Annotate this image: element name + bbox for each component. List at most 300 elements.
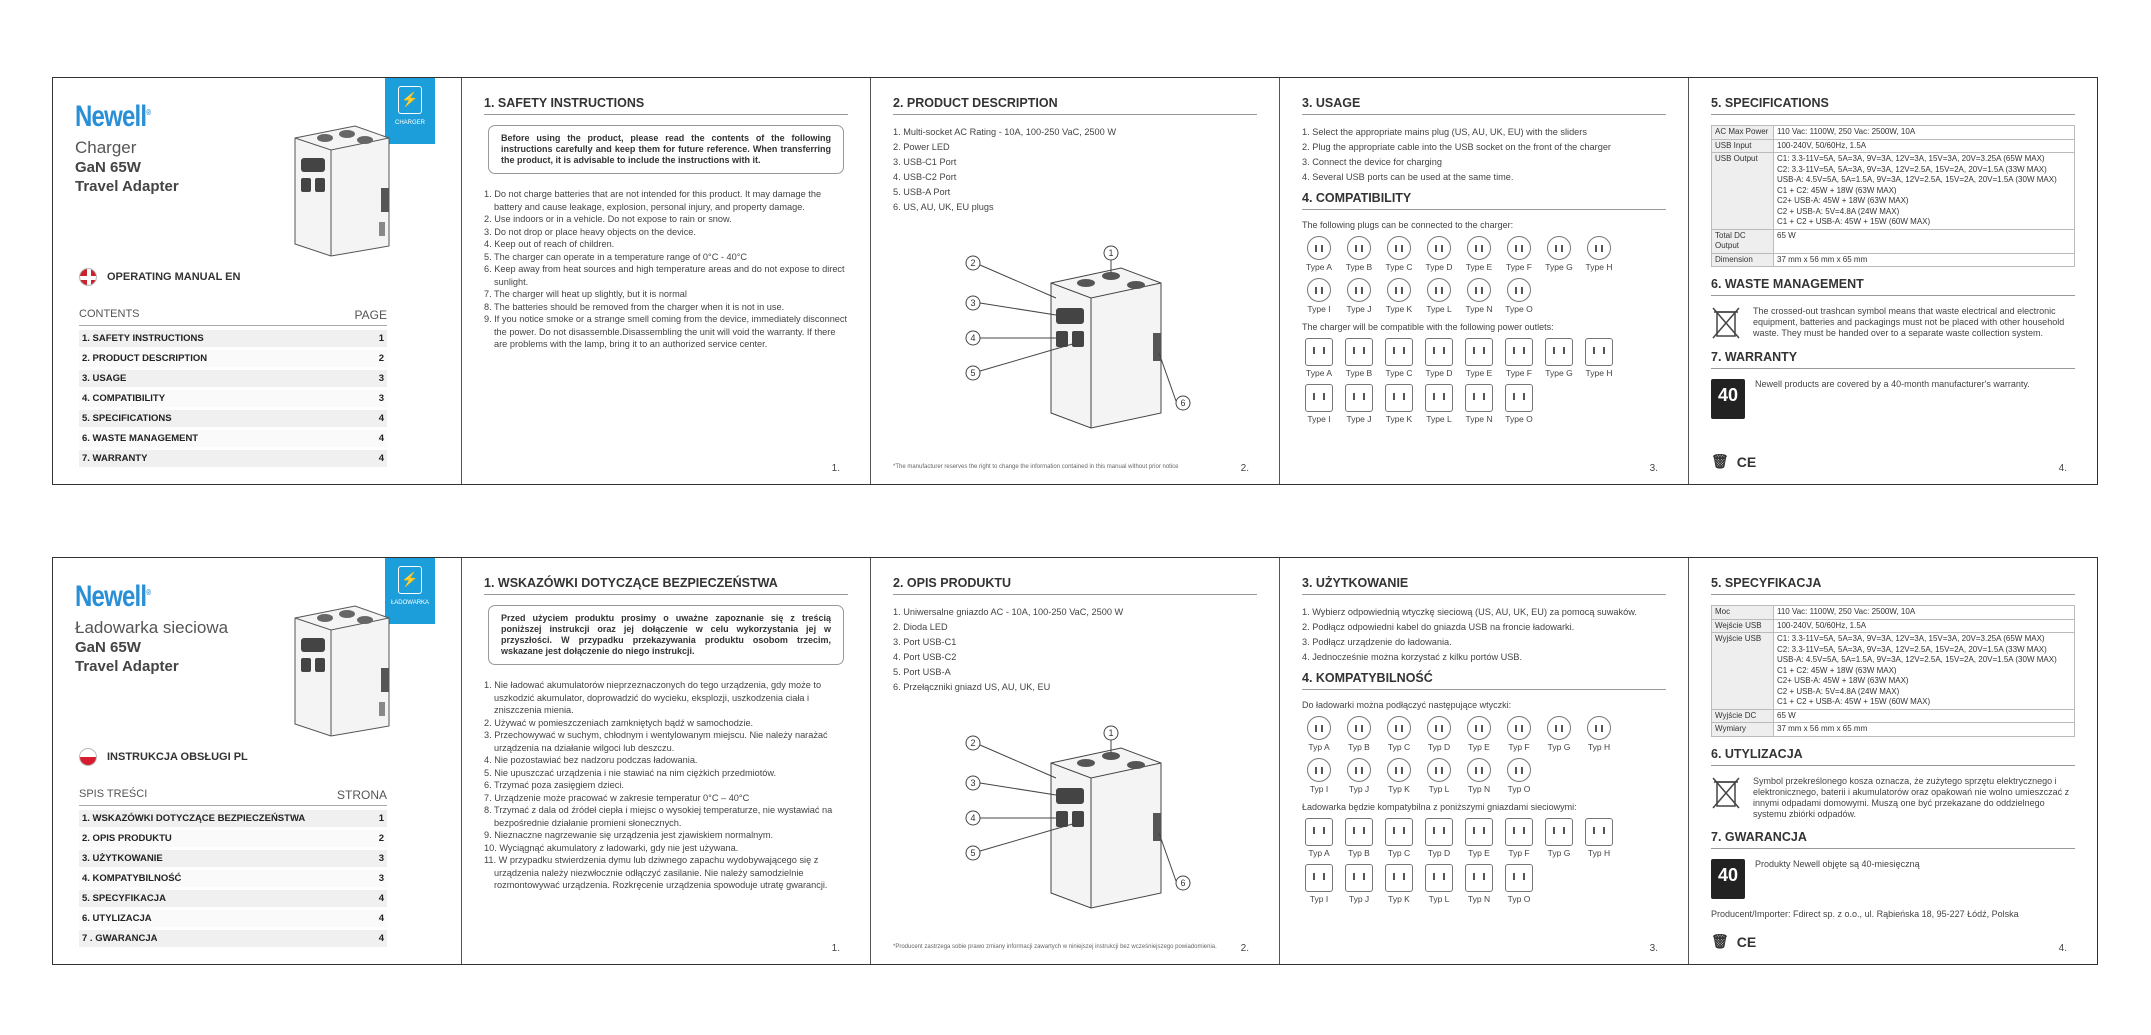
list-item: 9. Nieznaczne nagrzewanie się urządzenia jest zjawiskiem normalnym.	[484, 830, 774, 840]
bin-icon: 🗑	[1711, 453, 1729, 469]
plug-label: Type A	[1306, 262, 1332, 272]
plug-label: Typ G	[1547, 742, 1571, 752]
tab-label: CHARGER	[394, 120, 425, 126]
list-item: 3. Port USB-C1	[893, 637, 957, 647]
plug-type	[1302, 758, 1336, 794]
plug-label: Type N	[1465, 304, 1493, 314]
plug-type	[1582, 338, 1616, 378]
spec-value: 100-240V, 50/60Hz, 1.5A	[1774, 619, 2075, 633]
plug-row	[1302, 338, 1666, 378]
plug-type	[1422, 818, 1456, 858]
plug-type	[1382, 716, 1416, 752]
ce-mark-icon: CE	[1736, 933, 1757, 950]
plug-type	[1462, 278, 1496, 314]
plug-label: Typ C	[1387, 848, 1411, 858]
spec-value: 65 W	[1774, 709, 2075, 723]
plug-icon	[1547, 236, 1571, 260]
outlet-icon	[1305, 864, 1333, 892]
spec-row	[1712, 619, 2075, 633]
toc-row[interactable]	[79, 830, 387, 847]
panel-cover	[53, 78, 462, 484]
plug-type	[1502, 338, 1536, 378]
list-item: 4. Port USB-C2	[893, 652, 957, 662]
plug-label: Typ L	[1428, 894, 1450, 904]
svg-text:6: 6	[1180, 398, 1186, 408]
svg-text:4: 4	[970, 813, 976, 823]
svg-text:5: 5	[970, 368, 976, 378]
panel-usage	[1280, 558, 1689, 964]
plug-type	[1342, 818, 1376, 858]
plug-label: Type J	[1346, 414, 1372, 424]
plug-label: Type C	[1385, 262, 1413, 272]
list-item: 3. Podłącz urządzenie do ładowania.	[1302, 637, 1452, 647]
toc-item-page: 3	[378, 393, 384, 404]
charger-icon: ⚡	[398, 566, 422, 594]
plug-type	[1582, 818, 1616, 858]
plug-icon	[1347, 716, 1371, 740]
section-title: 5. SPECIFICATIONS	[1711, 96, 2075, 115]
page-number: 2.	[1240, 463, 1249, 474]
plug-type	[1342, 278, 1376, 314]
toc-item-page: 3	[378, 853, 384, 864]
toc-item-page: 4	[378, 893, 384, 904]
section-title: 1. SAFETY INSTRUCTIONS	[484, 96, 848, 115]
spec-label: Moc	[1712, 606, 1774, 620]
producer-text: Producent/Importer: Fdirect sp. z o.o., ul. Rąbieńska 18, 95-227 Łódź, Polska	[1711, 908, 2019, 919]
plug-type	[1302, 864, 1336, 904]
toc-item-label: 7 . GWARANCJA	[82, 933, 158, 944]
plug-type	[1462, 236, 1496, 272]
toc-item-label: 2. PRODUCT DESCRIPTION	[82, 353, 208, 364]
list-item: 1. Do not charge batteries that are not intended for this product. It may damage the battery and cause leakage, explosion, personal injury, and property damage.	[484, 189, 822, 212]
plug-label: Type L	[1426, 414, 1452, 424]
svg-text:1: 1	[1108, 728, 1114, 738]
plug-label: Typ O	[1507, 784, 1531, 794]
outlet-icon	[1305, 818, 1333, 846]
list-item: 5. The charger can operate in a temperature range of 0°C - 40°C	[484, 251, 748, 262]
plug-label: Type E	[1465, 262, 1493, 272]
plug-icon	[1427, 236, 1451, 260]
list-item: 3. Do not drop or place heavy objects on the device.	[484, 226, 696, 237]
toc-row[interactable]	[79, 910, 387, 927]
flag-icon	[79, 268, 97, 286]
plug-type	[1582, 236, 1616, 272]
page-number: 3.	[1649, 943, 1658, 954]
waste-text: Symbol przekreślonego kosza oznacza, że zużytego sprzętu elektrycznego i elektronicznego, baterii i akumulatorów oraz opakowań nie wolno umieszczać z innymi odpadami domowymi. Muszą one być przekazane do oddzielnego systemu zbiórki odpadów.	[1753, 775, 2070, 819]
outlet-icon	[1385, 384, 1413, 412]
plug-label: Typ O	[1507, 894, 1531, 904]
list-item: 2. Dioda LED	[893, 622, 948, 632]
cover-subtitle-2: Travel Adapter	[75, 658, 179, 675]
panel-description	[871, 558, 1280, 964]
cover-subtitle-2: Travel Adapter	[75, 178, 179, 195]
panel-specifications	[1689, 78, 2097, 484]
spec-label: AC Max Power	[1712, 126, 1774, 140]
section-title: 6. WASTE MANAGEMENT	[1711, 277, 2075, 296]
outlet-icon	[1545, 818, 1573, 846]
ce-marks	[1711, 933, 1756, 950]
plug-label: Type A	[1306, 368, 1332, 378]
toc-item-page: 1	[378, 813, 384, 824]
plug-label: Typ H	[1587, 848, 1611, 858]
list-item: 8. Trzymać z dala od źródeł ciepła i miejsc o wysokiej temperaturze, nie wystawiać na bezpośrednie działanie promieni słonecznych.	[484, 805, 833, 828]
spec-row	[1712, 709, 2075, 723]
plug-type	[1302, 236, 1336, 272]
plug-type	[1462, 384, 1496, 424]
toc-row[interactable]	[79, 330, 387, 347]
plug-label: Typ F	[1508, 848, 1530, 858]
table-of-contents	[79, 788, 387, 950]
spec-value: 37 mm x 56 mm x 65 mm	[1774, 253, 2075, 267]
plug-icon	[1347, 758, 1371, 782]
outlet-icon	[1425, 338, 1453, 366]
plug-label: Type J	[1346, 304, 1372, 314]
plug-type	[1302, 818, 1336, 858]
spec-label: Wymiary	[1712, 723, 1774, 737]
plug-label: Typ J	[1348, 784, 1370, 794]
list-item: 7. Urządzenie może pracować w zakresie temperatur 0°C – 40°C	[484, 792, 750, 803]
plug-label: Typ L	[1428, 784, 1450, 794]
svg-text:5: 5	[970, 848, 976, 858]
section-title: 4. COMPATIBILITY	[1302, 191, 1666, 210]
plug-row	[1302, 758, 1666, 794]
plug-label: Typ A	[1308, 848, 1330, 858]
plug-icon	[1547, 716, 1571, 740]
panel-description	[871, 78, 1280, 484]
list-item: 2. Power LED	[893, 142, 950, 152]
outlet-icon	[1505, 864, 1533, 892]
svg-text:2: 2	[970, 258, 976, 268]
language-badge	[79, 268, 240, 286]
outlet-icon	[1465, 338, 1493, 366]
page-number: 3.	[1649, 463, 1658, 474]
plug-type	[1342, 864, 1376, 904]
cover-subtitle: GaN 65W	[75, 639, 141, 656]
list-item: 4. Jednocześnie można korzystać z kilku portów USB.	[1302, 652, 1523, 662]
spec-row	[1712, 229, 2075, 253]
plug-icon	[1307, 758, 1331, 782]
language-label: INSTRUKCJA OBSŁUGI PL	[107, 751, 248, 763]
plug-label: Type K	[1385, 414, 1413, 424]
plug-label: Type N	[1465, 414, 1493, 424]
spec-row	[1712, 253, 2075, 267]
section-title: 6. UTYLIZACJA	[1711, 747, 2075, 766]
table-of-contents	[79, 308, 387, 470]
plug-label: Typ N	[1467, 894, 1491, 904]
plug-type	[1542, 716, 1576, 752]
ce-marks	[1711, 453, 1756, 470]
plug-icon	[1347, 236, 1371, 260]
spec-row	[1712, 606, 2075, 620]
outlet-icon	[1345, 338, 1373, 366]
device-illustration	[285, 118, 393, 258]
plug-icon	[1427, 716, 1451, 740]
outlet-icon	[1385, 338, 1413, 366]
plug-label: Type F	[1506, 368, 1532, 378]
plug-type	[1462, 864, 1496, 904]
plug-type	[1302, 338, 1336, 378]
spec-value: 37 mm x 56 mm x 65 mm	[1774, 723, 2075, 737]
description-list	[893, 125, 1257, 215]
plug-icon	[1427, 278, 1451, 302]
plug-row	[1302, 278, 1666, 314]
plug-label: Typ D	[1427, 848, 1451, 858]
plug-type	[1462, 818, 1496, 858]
plug-label: Typ E	[1468, 742, 1490, 752]
section-title: 3. UŻYTKOWANIE	[1302, 576, 1666, 595]
cover-title: Charger	[75, 138, 137, 157]
spec-label: USB Output	[1712, 153, 1774, 230]
plug-row	[1302, 384, 1666, 424]
plug-label: Type G	[1545, 368, 1573, 378]
spec-value: 110 Vac: 1100W, 250 Vac: 2500W, 10A	[1774, 606, 2075, 620]
ce-mark-icon: CE	[1736, 453, 1757, 470]
svg-text:4: 4	[970, 333, 976, 343]
list-item: 8. The batteries should be removed from the charger when it is not in use.	[484, 301, 785, 312]
plug-icon	[1387, 236, 1411, 260]
language-label: OPERATING MANUAL EN	[107, 271, 241, 283]
usage-list	[1302, 605, 1666, 665]
outlet-icon	[1345, 864, 1373, 892]
crossed-bin-icon	[1711, 306, 1741, 340]
outlet-icon	[1345, 818, 1373, 846]
toc-row[interactable]	[79, 810, 387, 827]
plug-type	[1342, 384, 1376, 424]
plug-label: Typ B	[1348, 742, 1370, 752]
plug-label: Type B	[1345, 368, 1373, 378]
plug-type	[1342, 236, 1376, 272]
waste-text: The crossed-out trashcan symbol means that waste electrical and electronic equipment, batteries and packagings must not be placed with other household waste. They must be handed over to a separate waste collection system.	[1753, 306, 2065, 338]
toc-row[interactable]	[79, 390, 387, 407]
toc-item-label: 6. WASTE MANAGEMENT	[82, 433, 199, 444]
plug-type	[1502, 236, 1536, 272]
plug-label: Typ C	[1387, 742, 1411, 752]
compat-text: Do ładowarki można podłączyć następujące wtyczki:	[1302, 700, 1512, 710]
plug-label: Typ F	[1508, 742, 1530, 752]
plug-type	[1502, 384, 1536, 424]
toc-item-label: 3. UŻYTKOWANIE	[82, 853, 163, 864]
language-badge	[79, 748, 248, 766]
plug-type	[1302, 384, 1336, 424]
panel-cover	[53, 558, 462, 964]
section-title: 7. GWARANCJA	[1711, 830, 2075, 849]
plug-type	[1542, 818, 1576, 858]
plug-icon	[1467, 716, 1491, 740]
toc-header-label: SPIS TREŚCI	[79, 788, 148, 800]
list-item: 2. Podłącz odpowiedni kabel do gniazda USB na froncie ładowarki.	[1302, 622, 1575, 632]
crossed-bin-icon	[1711, 776, 1741, 810]
spec-table	[1711, 125, 2075, 267]
plug-row	[1302, 716, 1666, 752]
safety-list	[484, 679, 848, 892]
toc-row[interactable]	[79, 370, 387, 387]
brand-logo: Newell®	[75, 100, 151, 133]
plug-type	[1462, 716, 1496, 752]
toc-row[interactable]	[79, 410, 387, 427]
plug-icon	[1307, 716, 1331, 740]
list-item: 6. Trzymać poza zasięgiem dzieci.	[484, 780, 624, 790]
spec-label: Wyjście DC	[1712, 709, 1774, 723]
svg-text:3: 3	[970, 778, 976, 788]
plug-type	[1502, 278, 1536, 314]
list-item: 6. Przełączniki gniazd US, AU, UK, EU	[893, 682, 1051, 692]
spec-value: C1: 3.3-11V=5A, 5A=3A, 9V=3A, 12V=3A, 15V=3A, 20V=3.25A (65W MAX) C2: 3.3-11V=5A, 5A=3A, 9V=3A, 12V=2.5A, 15V=2A, 20V=1.5A (33W MAX) USB-A: 4.5V=5A, 5A=1.5A, 9V=3A, 12V=2.5A, 15V=2A, 20V=1.5A (30W MAX) C1 + C2: 45W + 18W (63W MAX) C2+ USB-A: 45W + 18W (63W MAX) C2 + USB-A: 5V=4.8A (24W MAX) C1 + C2 + USB-A: 45W + 15W (60W MAX)	[1774, 153, 2075, 230]
plug-icon	[1347, 278, 1371, 302]
toc-item-page: 2	[378, 833, 384, 844]
product-diagram	[961, 723, 1201, 923]
plug-icon	[1307, 278, 1331, 302]
list-item: 1. Wybierz odpowiednią wtyczkę sieciową (US, AU, UK, EU) za pomocą suwaków.	[1302, 607, 1637, 617]
warranty-text: Newell products are covered by a 40-month manufacturer's warranty.	[1755, 379, 2030, 389]
toc-row[interactable]	[79, 930, 387, 947]
outlet-icon	[1465, 818, 1493, 846]
spec-table	[1711, 605, 2075, 737]
toc-row[interactable]	[79, 890, 387, 907]
plug-type	[1422, 716, 1456, 752]
spec-row	[1712, 633, 2075, 710]
plug-icon	[1507, 236, 1531, 260]
list-item: 2. Używać w pomieszczeniach zamkniętych bądź w samochodzie.	[484, 717, 754, 728]
plug-type	[1302, 716, 1336, 752]
outlet-icon	[1505, 384, 1533, 412]
description-list	[893, 605, 1257, 695]
plug-label: Type O	[1505, 414, 1533, 424]
outlet-icon	[1585, 338, 1613, 366]
plug-icon	[1587, 716, 1611, 740]
plug-label: Type O	[1505, 304, 1533, 314]
plug-type	[1382, 338, 1416, 378]
manual-sheet-en	[52, 77, 2098, 485]
plug-icon	[1507, 278, 1531, 302]
toc-item-page: 1	[378, 333, 384, 344]
plug-type	[1342, 758, 1376, 794]
svg-text:2: 2	[970, 738, 976, 748]
plug-label: Type F	[1506, 262, 1532, 272]
cover-title: Ładowarka sieciowa	[75, 618, 229, 637]
plug-row	[1302, 818, 1666, 858]
list-item: 9. If you notice smoke or a strange smell coming from the device, immediately disconnect the power. Do not disassemble.Disassembling the unit will void the warranty. If there are problems with the lamp, bring it to an authorized service center.	[484, 314, 848, 349]
plug-type	[1462, 758, 1496, 794]
spec-label: USB Input	[1712, 139, 1774, 153]
plug-type	[1382, 278, 1416, 314]
plug-icon	[1387, 758, 1411, 782]
svg-text:1: 1	[1108, 248, 1114, 258]
plug-icon	[1387, 278, 1411, 302]
list-item: 1. Nie ładować akumulatorów nieprzeznaczonych do tego urządzenia, gdy może to uszkodzić akumulator, doprowadzić do wycieku, eksplozji, uszkodzenia ciała i zniszczenia mienia.	[484, 680, 822, 715]
toc-row[interactable]	[79, 430, 387, 447]
list-item: 3. USB-C1 Port	[893, 157, 957, 167]
outlet-icon	[1505, 338, 1533, 366]
list-item: 6. US, AU, UK, EU plugs	[893, 202, 994, 212]
toc-item-page: 3	[378, 873, 384, 884]
spec-label: Dimension	[1712, 253, 1774, 267]
plug-type	[1422, 758, 1456, 794]
toc-row[interactable]	[79, 350, 387, 367]
plug-type	[1302, 278, 1336, 314]
plug-label: Typ E	[1468, 848, 1490, 858]
list-item: 1. Uniwersalne gniazdo AC - 10A, 100-250 VaC, 2500 W	[893, 607, 1124, 617]
toc-row[interactable]	[79, 870, 387, 887]
plug-type	[1502, 818, 1536, 858]
list-item: 2. Use indoors or in a vehicle. Do not expose to rain or snow.	[484, 214, 732, 224]
spec-label: Total DC Output	[1712, 229, 1774, 253]
spec-value: 110 Vac: 1100W, 250 Vac: 2500W, 10A	[1774, 126, 2075, 140]
plug-label: Type C	[1385, 368, 1413, 378]
spec-value: 65 W	[1774, 229, 2075, 253]
spec-value: 100-240V, 50/60Hz, 1.5A	[1774, 139, 2075, 153]
compat-text: The following plugs can be connected to the charger:	[1302, 220, 1514, 230]
note-box: Before using the product, please read the contents of the following instructions carefully and keep them for future reference. When transferring the product, it is advisable to include the instructions with it.	[488, 125, 844, 174]
device-illustration	[285, 598, 393, 738]
toc-item-label: 6. UTYLIZACJA	[82, 913, 152, 924]
list-item: 10. Wyciągnąć akumulatory z ładowarki, gdy nie jest używana.	[484, 842, 739, 853]
bin-icon: 🗑	[1711, 933, 1729, 949]
warranty-badge-icon: 40	[1711, 859, 1745, 899]
svg-text:6: 6	[1180, 878, 1186, 888]
plug-label: Typ K	[1388, 894, 1410, 904]
waste-block	[1711, 776, 2075, 820]
plug-label: Type E	[1465, 368, 1493, 378]
toc-page-label: STRONA	[336, 788, 387, 802]
plug-type	[1422, 236, 1456, 272]
toc-row[interactable]	[79, 450, 387, 467]
list-item: 11. W przypadku stwierdzenia dymu lub dziwnego zapachu wydobywającego się z urządzenia należy niezwłocznie odłączyć zasilanie. Nie należy samodzielnie rozmontowywać urządzenia. Rozkręcenie urządzenia spowoduje utratę gwarancji.	[484, 855, 828, 890]
toc-item-page: 4	[378, 433, 384, 444]
plug-type	[1382, 236, 1416, 272]
toc-item-page: 3	[378, 373, 384, 384]
plug-label: Typ I	[1309, 894, 1329, 904]
plug-type	[1342, 338, 1376, 378]
toc-row[interactable]	[79, 850, 387, 867]
section-title: 2. OPIS PRODUKTU	[893, 576, 1257, 595]
warranty-block	[1711, 859, 2075, 899]
list-item: 5. Nie upuszczać urządzenia i nie stawiać na nim ciężkich przedmiotów.	[484, 767, 777, 778]
list-item: 7. The charger will heat up slightly, but it is normal	[484, 289, 687, 299]
plug-type	[1382, 384, 1416, 424]
plug-label: Typ N	[1467, 784, 1491, 794]
toc-item-label: 2. OPIS PRODUKTU	[82, 833, 172, 844]
plug-label: Typ A	[1308, 742, 1330, 752]
plug-label: Typ B	[1348, 848, 1370, 858]
list-item: 2. Plug the appropriate cable into the USB socket on the front of the charger	[1302, 142, 1611, 152]
list-item: 4. Several USB ports can be used at the same time.	[1302, 172, 1514, 182]
plug-icon	[1467, 236, 1491, 260]
page-number: 1.	[831, 943, 840, 954]
charger-icon: ⚡	[398, 86, 422, 114]
spec-row	[1712, 723, 2075, 737]
toc-item-page: 4	[378, 933, 384, 944]
manual-sheet-pl	[52, 557, 2098, 965]
plug-icon	[1507, 716, 1531, 740]
plug-label: Type D	[1425, 262, 1453, 272]
usage-list	[1302, 125, 1666, 185]
list-item: 3. Przechowywać w suchym, chłodnym i wentylowanym miejscu. Nie należy narażać urządzenia na działanie wilgoci lub deszczu.	[484, 730, 828, 753]
spec-row	[1712, 153, 2075, 230]
page-number: 1.	[831, 463, 840, 474]
section-title: 5. SPECYFIKACJA	[1711, 576, 2075, 595]
section-title: 3. USAGE	[1302, 96, 1666, 115]
spec-row	[1712, 126, 2075, 140]
outlet-icon	[1425, 864, 1453, 892]
plug-type	[1342, 716, 1376, 752]
list-item: 5. USB-A Port	[893, 187, 951, 197]
plug-type	[1382, 864, 1416, 904]
page-number: 2.	[1240, 943, 1249, 954]
plug-type	[1542, 236, 1576, 272]
cover-subtitle: GaN 65W	[75, 159, 141, 176]
tab-label: ŁADOWARKA	[390, 600, 430, 606]
toc-header	[79, 788, 387, 806]
